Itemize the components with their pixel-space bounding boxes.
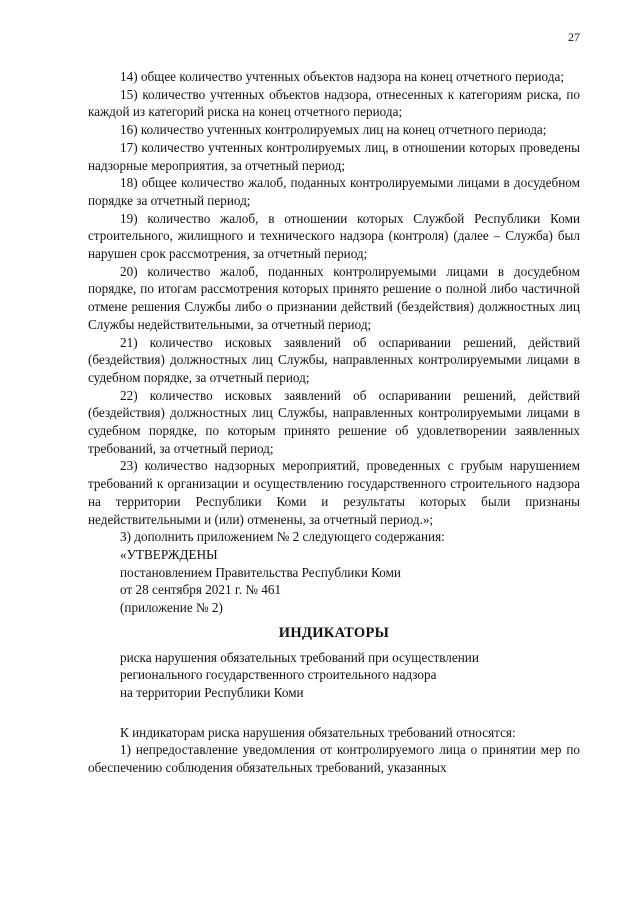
list-item: 23) количество надзорных мероприятий, проведенных с грубым нарушением требований к организации и осуществлению государственного строительного надзора на территории Республики Коми и результаты которых были признаны недействительными и (или) отменены, за отчетный период.»;: [88, 458, 580, 527]
list-item: 22) количество исковых заявлений об оспаривании решений, действий (бездействия) должностных лиц Службы, направленных контролируемыми лицами в судебном порядке, по которым принято решение об удовлетворении заявленных требований, за отчетный период;: [88, 387, 580, 456]
subtitle-line: на территории Республики Коми: [120, 684, 304, 700]
list-item: 20) количество жалоб, поданных контролируемыми лицами в досудебном порядке, по итогам рассмотрения которых принято решение о полной либо частичной отмене решения Службы либо о признании действий (бездействия) должностных лиц Службы недействительными, за отчетный период;: [88, 263, 580, 332]
approval-block: [88, 546, 580, 617]
page-number: 27: [568, 30, 580, 44]
approval-line: от 28 сентября 2021 г. № 461: [120, 582, 282, 598]
list-item: 21) количество исковых заявлений об оспаривании решений, действий (бездействия) должностных лиц Службы, направленных контролируемыми лицами в судебном порядке, за отчетный период;: [88, 334, 580, 385]
document-title: ИНДИКАТОРЫ: [278, 624, 390, 641]
list-item: 17) количество учтенных контролируемых лиц, в отношении которых проведены надзорные мероприятия, за отчетный период;: [88, 139, 580, 173]
list-item: 14) общее количество учтенных объектов надзора на конец отчетного периода;: [120, 69, 564, 84]
list-item: 15) количество учтенных объектов надзора, отнесенных к категориям риска, по каждой из категорий риска на конец отчетного периода;: [88, 86, 580, 120]
list-item: 18) общее количество жалоб, поданных контролируемыми лицами в досудебном порядке за отчетный период;: [88, 175, 580, 208]
subtitle-line: риска нарушения обязательных требований при осуществлении: [120, 649, 479, 665]
approval-line: (приложение № 2): [120, 600, 223, 616]
approval-line: «УТВЕРЖДЕНЫ: [120, 546, 218, 562]
approval-line: постановлением Правительства Республики Коми: [120, 564, 401, 580]
list-item: 19) количество жалоб, в отношении которых Службой Республики Коми строительного, жилищного и технического надзора (контроля) (далее – Служба) был нарушен срок рассмотрения, за отчетный период;: [88, 210, 580, 262]
list-item: 16) количество учтенных контролируемых лиц на конец отчетного периода;: [120, 122, 547, 138]
document-body: [88, 68, 580, 777]
intro-paragraph: К индикаторам риска нарушения обязательных требований относятся:: [120, 724, 516, 740]
subtitle-line: регионального государственного строительного надзора: [120, 667, 437, 683]
spacer: [88, 702, 580, 724]
amendment-paragraph: 3) дополнить приложением № 2 следующего содержания:: [120, 529, 445, 545]
indicator-item: 1) непредоставление уведомления от контролируемого лица о принятии мер по обеспечению соблюдения обязательных требований, указанных: [88, 742, 580, 776]
